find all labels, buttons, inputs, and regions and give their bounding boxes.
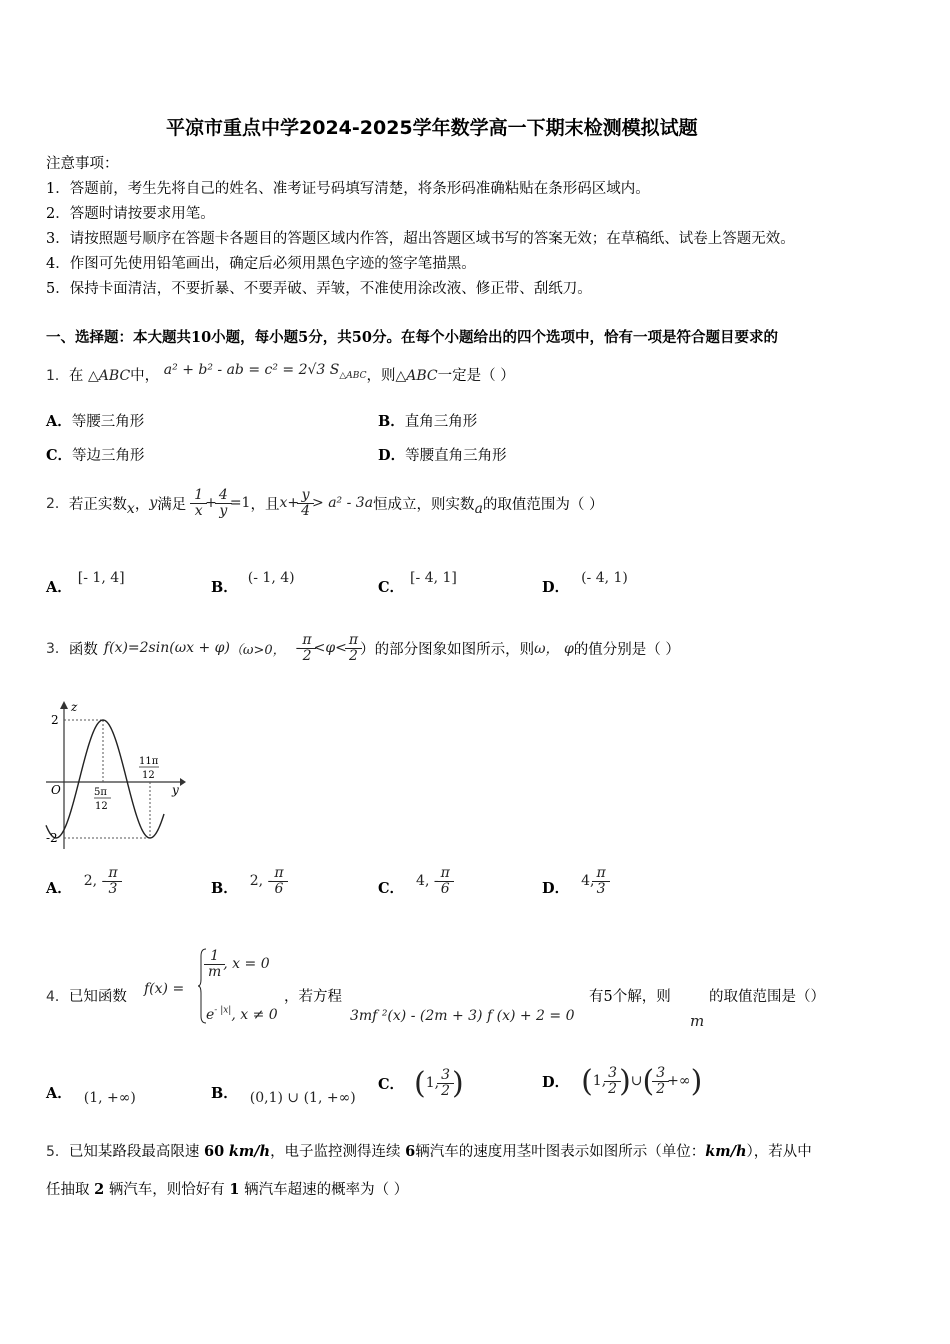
q4-text: 的取值范围是（） xyxy=(709,989,825,1005)
option-a[interactable] xyxy=(46,566,125,596)
option-label: D． xyxy=(378,447,406,464)
x2-den: 12 xyxy=(142,770,155,781)
option-frac: $\frac{\pi}{3}$ xyxy=(106,866,119,896)
option-b[interactable] xyxy=(211,866,286,896)
origin-label: O xyxy=(51,783,61,797)
q4-case-1 xyxy=(206,949,270,979)
option-text: +∞ xyxy=(667,1073,691,1089)
q3-condition: （ω>0， xyxy=(229,642,286,658)
option-label: C． xyxy=(378,579,405,596)
option-text: (1, +∞) xyxy=(83,1090,136,1106)
q5-text: 任抽取 xyxy=(46,1182,90,1198)
q2-plus: + xyxy=(287,495,300,511)
option-label: A． xyxy=(46,879,72,897)
q2-var-x: x xyxy=(126,501,135,517)
option-d[interactable] xyxy=(542,1058,702,1104)
q1-text: 一定是（ ） xyxy=(437,368,515,384)
q5-number: 1 xyxy=(229,1181,240,1198)
q5-text: 辆汽车的速度用茎叶图表示如图所示（单位： xyxy=(415,1144,706,1160)
option-label: B． xyxy=(211,879,238,897)
q2-frac: $\frac{1}{x}$ xyxy=(192,488,205,518)
q4-text: ，若方程 xyxy=(284,989,342,1005)
option-c[interactable] xyxy=(378,566,457,596)
option-text: 1, xyxy=(425,1075,440,1091)
q5-text: ，电子监控测得连续 xyxy=(270,1144,401,1160)
q4-case2-tail: , x ≠ 0 xyxy=(231,1007,278,1023)
q3-function: f(x)=2sin(ωx + φ) xyxy=(103,640,230,656)
option-label: A． xyxy=(46,413,72,430)
q4-text: 已知函数 xyxy=(68,989,127,1005)
section-heading: 一、选择题：本大题共10小题，每小题5分，共50分。在每个小题给出的四个选项中，恰有一项是符合题目要求的 xyxy=(46,329,778,346)
q3-phi: φ xyxy=(325,640,336,656)
q2-text: ， xyxy=(134,496,150,513)
notice-item: 3．请按照题号顺序在答题卡各题目的答题区域内作答，超出答题区域书写的答案无效；在草稿纸、试卷上答题无效。 xyxy=(46,231,795,247)
question-4 xyxy=(46,985,127,1006)
q4-var-m: m xyxy=(690,1012,705,1030)
option-text: 等边三角形 xyxy=(72,448,145,464)
q5-unit: km/h xyxy=(228,1143,271,1160)
option-label: C． xyxy=(46,447,73,464)
q1-text: 在 xyxy=(68,368,84,384)
question-number: 5． xyxy=(46,1144,69,1160)
sine-graph xyxy=(40,697,190,855)
q2-ineq-x: x xyxy=(279,495,288,511)
q4-f: f(x) = xyxy=(144,981,185,997)
ytick-bottom: -2 xyxy=(46,831,58,845)
q5-number: 2 xyxy=(94,1181,105,1198)
q4-frac: $\frac{1}{m}$ xyxy=(206,949,223,979)
q1-triangle: △ABC xyxy=(88,368,131,384)
option-frac: $\frac{\pi}{6}$ xyxy=(272,866,285,896)
q3-frac: $\frac{\pi}{2}$ xyxy=(300,633,313,663)
question-2 xyxy=(46,480,604,526)
notice-item: 5．保持卡面清洁，不要折暴、不要弄破、弄皱，不准使用涂改液、修正带、刮纸刀。 xyxy=(46,281,592,297)
x1-den: 12 xyxy=(95,801,108,812)
q5-speed: 60 xyxy=(204,1143,225,1160)
question-number: 2． xyxy=(46,496,69,512)
q4-function-name xyxy=(144,978,184,997)
q4-text: 有5个解，则 xyxy=(589,989,671,1005)
question-number: 3． xyxy=(46,641,69,657)
option-label: B． xyxy=(211,579,238,596)
option-text: 4, xyxy=(581,873,595,890)
option-frac: $\frac{\pi}{3}$ xyxy=(594,866,607,896)
option-text: 2, - xyxy=(249,873,273,890)
option-text: 直角三角形 xyxy=(404,414,478,430)
x-axis-label: y xyxy=(172,783,179,797)
notice-item: 1．答题前，考生先将自己的姓名、准考证号码填写清楚，将条形码准确粘贴在条形码区域内。 xyxy=(46,181,650,197)
option-label: A． xyxy=(46,579,72,596)
option-c[interactable] xyxy=(378,866,452,896)
option-c[interactable] xyxy=(46,444,145,465)
option-a[interactable] xyxy=(46,1082,136,1106)
q3-frac: $\frac{\pi}{2}$ xyxy=(347,633,360,663)
option-label: D． xyxy=(542,1073,570,1091)
q1-formula: a² + b² - ab = c² = 2√3 S xyxy=(163,362,340,378)
q2-frac: $\frac{4}{y}$ xyxy=(217,488,230,518)
q3-minus: - xyxy=(295,640,301,656)
option-a[interactable] xyxy=(46,410,144,431)
q2-var-a: a xyxy=(474,501,483,517)
q3-lt: < xyxy=(313,640,326,656)
question-number: 4． xyxy=(46,989,69,1005)
option-text: (0,1) ∪ (1, +∞) xyxy=(249,1090,356,1106)
q1-text: ，则 xyxy=(366,368,396,384)
option-d[interactable] xyxy=(378,444,507,465)
q3-lt: < xyxy=(335,640,347,656)
x-axis-arrow xyxy=(180,778,186,786)
q5-text: 已知某路段最高限速 xyxy=(68,1144,200,1160)
paren-right: ) xyxy=(690,1063,703,1099)
option-text: [- 4, 1] xyxy=(410,570,457,586)
option-text: (- 4, 1) xyxy=(581,570,628,586)
y-axis-label: z xyxy=(71,700,78,714)
option-label: D． xyxy=(542,579,570,596)
q3-text: 函数 xyxy=(68,641,98,658)
option-frac: $\frac{3}{2}$ xyxy=(439,1068,452,1098)
q2-text: 满足 xyxy=(157,496,187,513)
option-label: C． xyxy=(378,1075,405,1093)
paren-left: ( xyxy=(581,1063,593,1099)
question-number: 1． xyxy=(46,368,69,384)
option-label: B． xyxy=(211,1085,238,1102)
ytick-top: 2 xyxy=(51,713,59,727)
q1-formula-subscript: △ABC xyxy=(339,371,367,381)
option-frac: $\frac{3}{2}$ xyxy=(654,1066,667,1096)
q2-var-y: y xyxy=(149,495,158,511)
option-frac: $\frac{3}{2}$ xyxy=(606,1066,619,1096)
notice-item: 2．答题时请按要求用笔。 xyxy=(46,206,215,222)
q5-unit: km/h xyxy=(705,1143,747,1160)
option-text: 等腰直角三角形 xyxy=(405,448,507,464)
q4-case2-exp: - |x| xyxy=(214,1005,232,1016)
question-1 xyxy=(46,364,515,385)
option-b[interactable] xyxy=(211,566,295,596)
q4-case1-text: , x = 0 xyxy=(223,956,270,973)
q5-text: ），若从中 xyxy=(746,1144,812,1160)
q2-frac: $\frac{y}{4}$ xyxy=(299,488,312,518)
option-label: C． xyxy=(378,879,405,897)
question-5-line-2 xyxy=(46,1178,408,1199)
option-text: [- 1, 4] xyxy=(77,570,125,586)
option-b[interactable] xyxy=(211,1082,356,1106)
option-label: D． xyxy=(542,879,570,897)
q2-text: 恒成立，则实数 xyxy=(373,496,475,513)
q2-eq: =1 xyxy=(229,495,251,511)
option-label: B． xyxy=(378,413,405,430)
question-5 xyxy=(46,1140,812,1161)
notice-heading: 注意事项： xyxy=(46,156,119,172)
option-b[interactable] xyxy=(378,410,477,431)
q4-case2-e: e xyxy=(206,1007,215,1023)
option-d[interactable] xyxy=(542,866,608,896)
page-title: 平凉市重点中学2024-2025学年数学高一下期末检测模拟试题 xyxy=(166,117,698,139)
paren-right: ) xyxy=(452,1065,464,1101)
union-symbol: ∪ xyxy=(630,1073,643,1089)
q2-text: ，且 xyxy=(250,496,280,513)
q1-triangle: △ABC xyxy=(395,368,438,384)
option-text: 1, xyxy=(592,1073,607,1089)
option-c[interactable] xyxy=(378,1060,464,1106)
q2-plus: + xyxy=(205,495,217,511)
q2-ineq: > a² - 3a xyxy=(312,495,374,511)
option-frac: $\frac{\pi}{6}$ xyxy=(439,866,452,896)
q3-text: 的值分别是（ ） xyxy=(573,641,680,658)
option-text: (- 1, 4) xyxy=(247,570,295,586)
q5-text: 辆汽车超速的概率为（ ） xyxy=(244,1182,409,1198)
q3-text: ）的部分图象如图所示，则 xyxy=(360,641,535,658)
q5-text: 辆汽车，则恰好有 xyxy=(108,1182,225,1198)
paren-left: ( xyxy=(642,1063,655,1099)
q2-text: 若正实数 xyxy=(68,496,127,513)
paren-right: ) xyxy=(619,1063,631,1099)
option-d[interactable] xyxy=(542,566,628,596)
q4-case-2 xyxy=(206,1004,278,1023)
q3-vars: ω， φ xyxy=(534,641,574,657)
q2-text: 的取值范围为（ ） xyxy=(482,496,604,513)
question-3 xyxy=(46,624,680,672)
option-text: 4, - xyxy=(416,873,439,890)
option-text: 等腰三角形 xyxy=(71,414,145,430)
q5-count: 6 xyxy=(405,1143,416,1160)
notice-item: 4．作图可先使用铅笔画出，确定后必须用黑色字迹的签字笔描黑。 xyxy=(46,256,476,272)
option-a[interactable] xyxy=(46,866,120,896)
x1-num: 5π xyxy=(94,787,107,798)
y-axis-arrow xyxy=(60,701,68,709)
q1-text: 中， xyxy=(130,368,160,384)
q4-equation: 3mf ²(x) - (2m + 3) f (x) + 2 = 0 xyxy=(350,1008,575,1024)
option-text: 2, - xyxy=(83,873,107,890)
paren-left: ( xyxy=(414,1065,426,1101)
option-label: A． xyxy=(46,1085,72,1102)
x2-num: 11π xyxy=(139,756,159,767)
